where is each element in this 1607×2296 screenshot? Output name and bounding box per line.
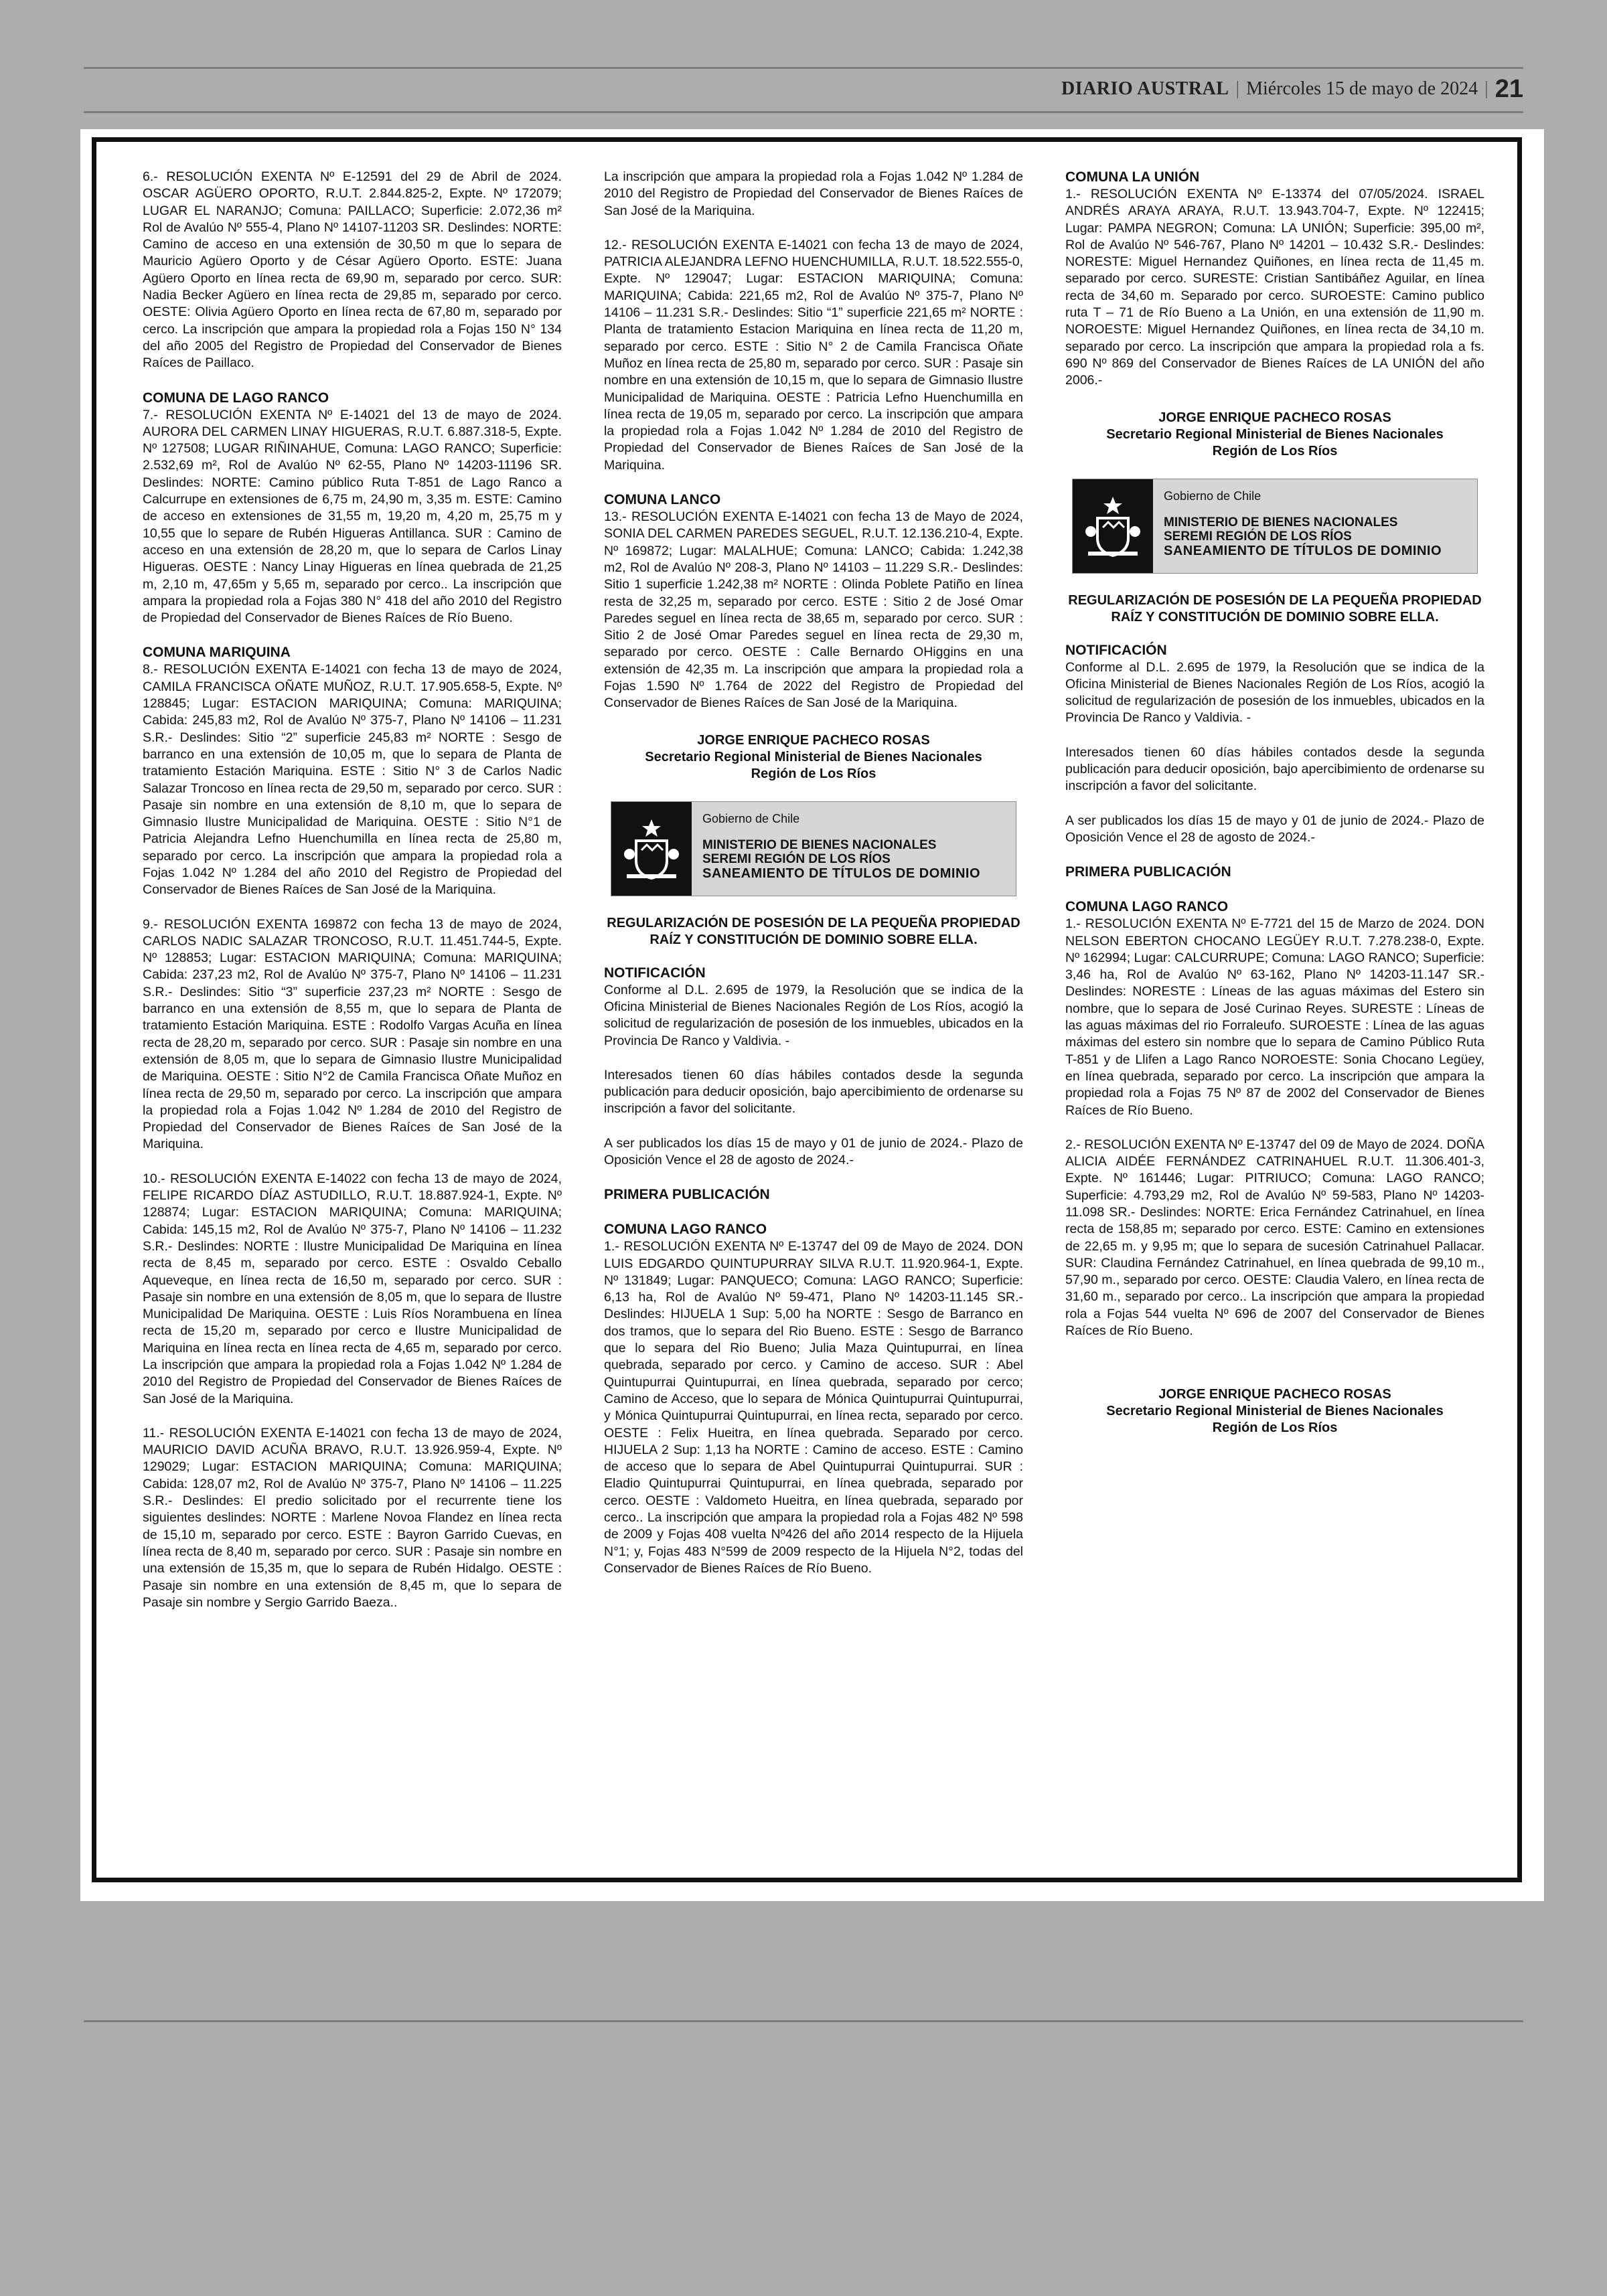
notice-paragraph-3: A ser publicados los días 15 de mayo y 01 de junio de 2024.- Plazo de Oposición Vence el 28 de agosto de 2024.- [1065, 813, 1484, 845]
resolution-2-lago-ranco: 2.- RESOLUCIÓN EXENTA Nº E-13747 del 09 de Mayo de 2024. DOÑA ALICIA AIDÉE FERNÁNDEZ CATRINAHUEL R.U.T. 11.306.401-3, Expte. Nº 161446; Lugar: PITRIUCO; Comuna: LAGO RANCO; Superficie: 4.793,29 m2, Rol de Avalúo Nº 59-583, Plano Nº 14203-11.098 SR.- Deslindes: NORTE: Erica Fernández Catrinahuel, en línea recta de 158,85 m; separado por cerco. ESTE: Camino en extensiones de 22,65 m. y 9,95 m; que lo separa de sucesión Catrinahuel Pallacar. SUR: Claudina Fernández Catrinahuel, en línea quebrada de 99,10 m., 57,90 m., separado por cerco. OESTE: Claudia Valero, en línea recta de 31,60 m., separado por cerco.. La inscripción que ampara la propiedad rola a Fojas 544 vuelta Nº 696 de 2007 del Conservador de Bienes Raíces de Río Bueno. [1065, 1137, 1484, 1339]
signer-region: Región de Los Ríos [1212, 443, 1338, 459]
section-heading-mariquina: COMUNA MARIQUINA [143, 645, 291, 661]
chile-coat-of-arms-icon [611, 802, 692, 896]
notice-paragraph-1: Conforme al D.L. 2.695 de 1979, la Resolución que se indica de la Oficina Ministerial de Bienes Nacionales Región de Los Ríos, acogió la solicitud de regularización de posesión de los inmuebles, ubicados en la Provincia De Ranco y Valdivia. - [604, 982, 1023, 1048]
column-3 [1065, 169, 1484, 1455]
signer-region: Región de Los Ríos [1212, 1420, 1338, 1436]
signer-name: JORGE ENRIQUE PACHECO ROSAS [1158, 410, 1391, 425]
column-2 [604, 169, 1023, 1594]
masthead [1061, 69, 1523, 109]
notice-paragraph-2: Interesados tienen 60 días hábiles contados desde la segunda publicación para deducir oposición, bajo apercibimiento de ordenarse su inscripción a favor del solicitante. [604, 1067, 1023, 1117]
signer-title: Secretario Regional Ministerial de Bienes Nacionales [1106, 426, 1444, 442]
seremi-name: SEREMI REGIÓN DE LOS RÍOS [702, 851, 891, 866]
ministry-name: MINISTERIO DE BIENES NACIONALES [1164, 515, 1398, 529]
footer-rule [84, 2020, 1523, 2022]
ministry-banner [611, 801, 1016, 896]
signer-name: JORGE ENRIQUE PACHECO ROSAS [1158, 1387, 1391, 1402]
resolution-8: 8.- RESOLUCIÓN EXENTA E-14021 con fecha 13 de mayo de 2024, CAMILA FRANCISCA OÑATE MUÑOZ, R.U.T. 17.905.658-5, Expte. Nº 128845; Lugar: ESTACION MARIQUINA; Comuna: MARIQUINA; Cabida: 245,83 m2, Rol de Avalúo Nº 375-7, Plano Nº 14106 – 11.231 S.R.- Deslindes: Sitio “2” superficie 245,83 m² NORTE : Sesgo de barranco en una extensión de 10,05 m, que lo separa de Planta de tratamiento Estación Mariquina. ESTE : Sitio N° 3 de Carlos Nadic Salazar Troncoso en línea recta de 29,50 m, separado por cerco. SUR : Pasaje sin nombre en una extensión de 8,10 m, que lo separa de Gimnasio Ilustre Municipalidad de Mariquina. OESTE : Sitio N°1 de Patricia Alejandra Lefno Huenchumilla en línea recta de 25,80 m, separado por cerco. La inscripción que ampara la propiedad rola a Fojas 1.042 Nº 1.284 del año 2010 del Registro de Propiedad del Conservador de Bienes Raíces de San José de la Mariquina. [143, 662, 562, 898]
notice-title: REGULARIZACIÓN DE POSESIÓN DE LA PEQUEÑA PROPIEDAD RAÍZ Y CONSTITUCIÓN DE DOMINIO SOBRE ELLA. [1068, 592, 1482, 625]
newspaper-page [80, 129, 1544, 1901]
signature-block [1065, 1386, 1484, 1437]
header-rule-bottom [84, 111, 1523, 113]
signature-block [604, 732, 1023, 783]
signer-title: Secretario Regional Ministerial de Bienes Nacionales [1106, 1404, 1444, 1419]
section-heading-lanco: COMUNA LANCO [604, 492, 721, 508]
resolution-12: 12.- RESOLUCIÓN EXENTA E-14021 con fecha 13 de mayo de 2024, PATRICIA ALEJANDRA LEFNO HUENCHUMILLA, R.U.T. 18.522.555-0, Expte. Nº 129047; Lugar: ESTACION MARIQUINA; Comuna: MARIQUINA; Cabida: 221,65 m2, Rol de Avalúo Nº 375-7, Plano Nº 14106 – 11.231 S.R.- Deslindes: Sitio “1” superficie 221,65 m² NORTE : Planta de tratamiento Estacion Mariquina en línea recta de 11,20 m, separado por cerco. ESTE : Sitio N° 2 de Camila Francisca Oñate Muñoz en línea recta de 25,80 m, separado por cerco. SUR : Pasaje sin nombre en una extensión de 10,15 m, que lo separa de Gimnasio Ilustre Municipalidad de Mariquina. OESTE : Patricia Lefno Huenchumilla en línea recta de 19,05 m, separado por cerco. La inscripción que ampara la propiedad rola a Fojas 1.042 Nº 1.284 de 2010 del Registro de Propiedad del Conservador de Bienes Raíces de San José de la Mariquina. [604, 237, 1023, 473]
masthead-separator: | [1484, 78, 1488, 99]
column-1 [143, 169, 562, 1629]
resolution-11-continued: La inscripción que ampara la propiedad rola a Fojas 1.042 Nº 1.284 de 2010 del Registro de Propiedad del Conservador de Bienes Raíces de San José de la Mariquina. [604, 169, 1023, 218]
section-heading-lago-ranco: COMUNA DE LAGO RANCO [143, 390, 329, 406]
gov-label: Gobierno de Chile [1164, 489, 1261, 503]
seremi-name: SEREMI REGIÓN DE LOS RÍOS [1164, 529, 1352, 544]
section-heading-la-union: COMUNA LA UNIÓN [1065, 169, 1200, 185]
notice-paragraph-1: Conforme al D.L. 2.695 de 1979, la Resolución que se indica de la Oficina Ministerial de Bienes Nacionales Región de Los Ríos, acogió la solicitud de regularización de posesión de los inmuebles, ubicados en la Provincia De Ranco y Valdivia. - [1065, 659, 1484, 726]
resolution-9: 9.- RESOLUCIÓN EXENTA 169872 con fecha 13 de mayo de 2024, CARLOS NADIC SALAZAR TRONCOSO, R.U.T. 11.451.744-5, Expte. Nº 128853; Lugar: ESTACION MARIQUINA; Comuna: MARIQUINA; Cabida: 237,23 m2, Rol de Avalúo Nº 375-7, Plano Nº 14106 – 11.231 S.R.- Deslindes: Sitio “3” superficie 237,23 m² NORTE : Sesgo de barranco en una extensión de 8,55 m, que lo separa de Planta de tratamiento Estación Mariquina. ESTE : Rodolfo Vargas Acuña en línea recta de 28,20 m, separado por cerco. SUR : Pasaje sin nombre en una extensión de 8,05 m, que lo separa de Gimnasio Ilustre Municipalidad de Mariquina. OESTE : Sitio N°2 de Camila Francisca Oñate Muñoz en línea recta de 29,50 m, separado por cerco. La inscripción que ampara la propiedad rola a Fojas 1.042 Nº 1.284 de 2010 del Registro de Propiedad del Conservador de Bienes Raíces de San José de la Mariquina. [143, 916, 562, 1152]
notice-heading: NOTIFICACIÓN [1065, 642, 1167, 658]
ministry-banner [1072, 479, 1478, 574]
resolution-13: 13.- RESOLUCIÓN EXENTA E-14021 con fecha 13 de Mayo de 2024, SONIA DEL CARMEN PAREDES SEGUEL, R.U.T. 12.136.210-4, Expte. Nº 169872; Lugar: MALALHUE; Comuna: LANCO; Cabida: 1.242,38 m2, Rol de Avalúo Nº 208-3, Plano Nº 14103 – 11.229 S.R.- Deslindes: Sitio 1 superficie 1.242,38 m² NORTE : Olinda Poblete Patiño en línea resta de 32,25 m, separado por cerco. ESTE : Sitio 2 de José Omar Paredes seguel en línea recta de 38,65 m, separado por cerco. SUR : Sitio 2 de José Omar Paredes seguel en línea recta de 29,30 m, separado por cerco. OESTE : Calle Bernardo OHiggins en una extensión de 42,35 m. La inscripción que ampara la propiedad rola a Fojas 1.590 Nº 1.764 de 2022 del Registro de Propiedad del Conservador de Bienes Raíces de San José de la Mariquina. [604, 509, 1023, 711]
section-heading-lago-ranco: COMUNA LAGO RANCO [604, 1222, 767, 1238]
signature-block [1065, 410, 1484, 460]
resolution-7: 7.- RESOLUCIÓN EXENTA Nº E-14021 del 13 de mayo de 2024. AURORA DEL CARMEN LINAY HIGUERAS, R.U.T. 6.887.318-5, Expte. Nº 127508; LUGAR RIÑINAHUE, Comuna: LAGO RANCO; Superficie: 2.532,69 m², Rol de Avalúo Nº 62-55, Plano Nº 14203-11196 SR. Deslindes: NORTE: Camino público Ruta T-851 de Lago Ranco a Calcurrupe en extensiones de 6,75 m, 24,90 m, 3,35 m. ESTE: Camino de acceso en extensiones de 31,55 m, 19,20 m, 4,20 m, 25,75 m y 10,55 que lo separe de Rubén Higueras Antillanca. SUR : Camino de acceso en una extensión de 28,20 m, que lo separa de Carlos Linay Higueras. OESTE : Nancy Linay Higueras en línea quebrada de 21,25 m, 2,10 m, 47,65m y 5,65 m, separado por cerco.. La inscripción que ampara la propiedad rola a Fojas 380 N° 418 del año 2010 del Registro de Propiedad del Conservador de Bienes Raíces de Río Bueno. [143, 407, 562, 626]
ministry-banner-text [692, 802, 1016, 896]
signer-region: Región de Los Ríos [751, 766, 876, 781]
resolution-1-lago-ranco: 1.- RESOLUCIÓN EXENTA Nº E-7721 del 15 de Marzo de 2024. DON NELSON EBERTON CHOCANO LEGÜEY R.U.T. 7.278.238-0, Expte. Nº 162994; Lugar: CALCURRUPE; Comuna: LAGO RANCO; Superficie: 3,46 ha, Rol de Avalúo Nº 63-162, Plano Nº 14203-11.147 SR.- Deslindes: NORESTE : Líneas de las aguas máximas del Estero sin nombre, que lo separa de José Curinao Reyes. SURESTE : Líneas de las aguas máximas del rio Forraleufo. SUROESTE : Línea de las aguas máximas del estero sin nombre que lo separa de Camino Público Ruta T-851 y de Llifen a Lago Ranco NOROESTE: Sonia Chocano Legüey, en línea quebrada, separado por cerco. La inscripción que ampara la propiedad rola a Fojas 75 Nº 87 de 2002 del Conservador de Bienes Raíces de Río Bueno. [1065, 916, 1484, 1118]
notice-heading: NOTIFICACIÓN [604, 965, 706, 981]
notice-title: REGULARIZACIÓN DE POSESIÓN DE LA PEQUEÑA PROPIEDAD RAÍZ Y CONSTITUCIÓN DE DOMINIO SOBRE ELLA. [607, 915, 1020, 947]
resolution-10: 10.- RESOLUCIÓN EXENTA E-14022 con fecha 13 de mayo de 2024, FELIPE RICARDO DÍAZ ASTUDILLO, R.U.T. 18.887.924-1, Expte. Nº 128874; Lugar: ESTACION MARIQUINA; Comuna: MARIQUINA; Cabida: 145,15 m2, Rol de Avalúo Nº 375-7, Plano Nº 14106 – 11.232 S.R.- Deslindes: NORTE : Ilustre Municipalidad De Mariquina en línea recta de 8,45 m, separado por cerco. ESTE : Osvaldo Ceballo Aqueveque, en línea recta de 16,50 m, separado por cerco. SUR : Pasaje sin nombre en una extensión de 8,05 m, que lo separa de Ilustre Municipalidad De Mariquina. OESTE : Luis Ríos Norambuena en línea recta de 15,20 m, separado por cerco e Ilustre Municipalidad de Mariquina en línea recta en línea recta de 4,65 m, separado por cerco. La inscripción que ampara la propiedad rola a Fojas 1.042 Nº 1.284 de 2010 del Registro de Propiedad del Conservador de Bienes Raíces de San José de la Mariquina. [143, 1171, 562, 1406]
page-number: 21 [1495, 74, 1523, 103]
program-name: SANEAMIENTO DE TÍTULOS DE DOMINIO [702, 866, 981, 881]
first-publication-heading: PRIMERA PUBLICACIÓN [604, 1187, 770, 1203]
gov-label: Gobierno de Chile [702, 811, 800, 825]
notice-paragraph-2: Interesados tienen 60 días hábiles contados desde la segunda publicación para deducir oposición, bajo apercibimiento de ordenarse su inscripción a favor del solicitante. [1065, 744, 1484, 794]
program-name: SANEAMIENTO DE TÍTULOS DE DOMINIO [1164, 543, 1442, 558]
notice-frame [92, 137, 1522, 1882]
ministry-banner-text [1153, 479, 1477, 573]
resolution-6: 6.- RESOLUCIÓN EXENTA Nº E-12591 del 29 de Abril de 2024. OSCAR AGÜERO OPORTO, R.U.T. 2.844.825-2, Expte. Nº 172079; LUGAR EL NARANJO; Comuna: PAILLACO; Superficie: 2.072,36 m² Rol de Avalúo Nº 555-4, Plano Nº 14107-11203 SR. Deslindes: NORTE: Camino de acceso en una extensión de 30,50 m que lo separa de Mauricio Agüero Oporto y de César Agüero Oporto. ESTE: Juana Agüero Oporto en línea recta de 69,90 m, separado por cerco. SUR: Nadia Becker Agüero en línea recta de 29,85 m, separado por cerco. OESTE: Olivia Agüero Oporto en línea recta de 67,80 m, separado por cerco. La inscripción que ampara la propiedad rola a Fojas 150 N° 134 del año 2005 del Registro de Propiedad del Conservador de Bienes Raíces de Paillaco. [143, 169, 562, 371]
masthead-separator: | [1235, 78, 1240, 99]
ministry-name: MINISTERIO DE BIENES NACIONALES [702, 837, 937, 852]
signer-title: Secretario Regional Ministerial de Bienes Nacionales [645, 749, 982, 764]
notice-paragraph-3: A ser publicados los días 15 de mayo y 01 de junio de 2024.- Plazo de Oposición Vence el 28 de agosto de 2024.- [604, 1135, 1023, 1167]
issue-date: Miércoles 15 de mayo de 2024 [1246, 78, 1478, 99]
resolution-11: 11.- RESOLUCIÓN EXENTA E-14021 con fecha 13 de mayo de 2024, MAURICIO DAVID ACUÑA BRAVO, R.U.T. 13.926.959-4, Expte. Nº 129029; Lugar: ESTACION MARIQUINA; Comuna: MARIQUINA; Cabida: 128,07 m2, Rol de Avalúo Nº 375-7, Plano Nº 14106 – 11.225 S.R.- Deslindes: El predio solicitado por el recurrente tiene los siguientes deslindes: NORTE : Marlene Novoa Flandez en línea recta de 15,10 m, separado por cerco. ESTE : Bayron Garrido Cuevas, en línea recta de 8,40 m, separado por cerco. SUR : Pasaje sin nombre en una extensión de 15,35 m, que lo separa de Rubén Hidalgo. OESTE : Pasaje sin nombre en una extensión de 8,45 m, que lo separa de Pasaje sin nombre y Sergio Garrido Baeza.. [143, 1425, 562, 1610]
resolution-1-lago-ranco: 1.- RESOLUCIÓN EXENTA Nº E-13747 del 09 de Mayo de 2024. DON LUIS EDGARDO QUINTUPURRAY SILVA R.U.T. 11.920.964-1, Expte. Nº 131849; Lugar: PANQUECO; Comuna: LAGO RANCO; Superficie: 6,13 ha, Rol de Avalúo Nº 59-471, Plano Nº 14203-11.145 SR.- Deslindes: HIJUELA 1 Sup: 5,00 ha NORTE : Sesgo de Barranco en dos tramos, que lo separa del Rio Bueno. ESTE : Sesgo de Barranco que lo separa del Rio Bueno; Julia Maza Quintupurrai, en línea quebrada, separado por cerco. y Camino de acceso. SUR : Abel Quintupurrai Quintupurrai, en línea quebrada, separado por cerco; Camino de Acceso, que lo separa de Mónica Quintupurrai Quintupurrai, y Mónica Quintupurrai Quintupurrai, en línea recta, separado por cerco. OESTE : Felix Hueitra, en línea quebrada. Separado por cerco. HIJUELA 2 Sup: 1,13 ha NORTE : Camino de acceso. ESTE : Camino de acceso que lo separa de Abel Quintupurrai Quintupurrai. SUR : Eladio Quintupurrai Quintupurrai, en línea quebrada, separado por cerco. OESTE : Valdometo Hueitra, en línea quebrada, separado por cerco.. La inscripción que ampara la propiedad rola a Fojas 482 Nº 598 de 2009 y Fojas 408 vuelta Nº426 del año 2014 respecto de la Hijuela N°1; y, Fojas 483 N°599 de 2009 respecto de la Hijuela N°2, todas del Conservador de Bienes Raíces de Río Bueno. [604, 1239, 1023, 1576]
section-heading-lago-ranco: COMUNA LAGO RANCO [1065, 899, 1229, 915]
signer-name: JORGE ENRIQUE PACHECO ROSAS [697, 732, 930, 748]
chile-coat-of-arms-icon [1073, 479, 1153, 573]
first-publication-heading: PRIMERA PUBLICACIÓN [1065, 864, 1231, 880]
resolution-1-la-union: 1.- RESOLUCIÓN EXENTA Nº E-13374 del 07/05/2024. ISRAEL ANDRÉS ARAYA ARAYA, R.U.T. 13.943.704-7, Expte. Nº 122415; Lugar: PAMPA NEGRON; Comuna: LA UNIÓN; Superficie: 395,00 m², Rol de Avalúo Nº 546-767, Plano Nº 14201 – 10.432 S.R.- Deslindes: NORESTE: Miguel Hernandez Quiñones, en línea recta de 11,45 m. separado por cerco. SURESTE: Cristian Santibáñez Aguilar, en línea recta de 34,60 m. Separado por cerco. SUROESTE: Camino publico ruta T – 71 de Río Bueno a La Unión, en una extensión de 11,90 m. NOROESTE: Miguel Hernandez Quiñones, en línea recta de 34,10 m. separado por cerco. La inscripción que ampara la propiedad rola a fs. 690 Nº 869 del Conservador de Bienes Raíces de LA UNIÓN del año 2006.- [1065, 187, 1484, 388]
newspaper-name: DIARIO AUSTRAL [1061, 78, 1229, 99]
